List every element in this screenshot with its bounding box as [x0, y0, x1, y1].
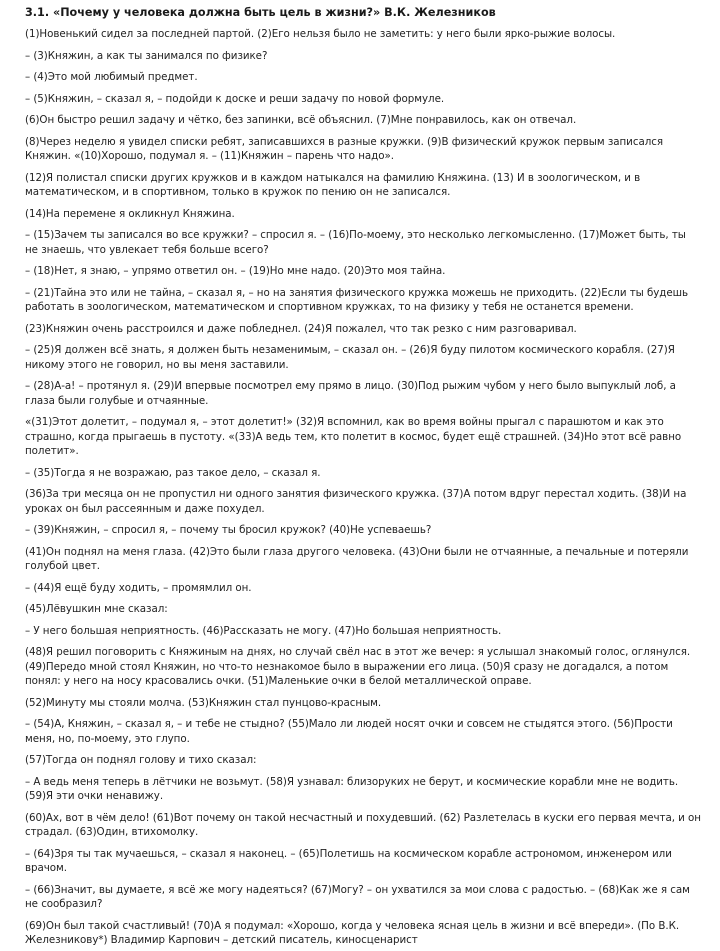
paragraph: (69)Он был такой счастливый! (70)А я подумал: «Хорошо, когда у человека ясная цель в жизни и всё впереди». (По В.К. Железникову*) Владимир Карпович – детский писатель, киносценарист	[25, 919, 680, 946]
paragraph: – (28)А-а! – протянул я. (29)И впервые посмотрел ему прямо в лицо. (30)Под рыжим чубом у него было выпуклый лоб, а глаза были голубые и отчаянные.	[25, 380, 676, 407]
paragraph: (1)Новенький сидел за последней партой. (2)Его нельзя было не заметить: у него были ярко-рыжие волосы.	[25, 28, 616, 40]
paragraph: (45)Лёвушкин мне сказал:	[25, 603, 168, 615]
paragraph: – (18)Нет, я знаю, – упрямо ответил он. – (19)Но мне надо. (20)Это моя тайна.	[25, 265, 446, 277]
paragraph: (23)Княжин очень расстроился и даже побледнел. (24)Я пожалел, что так резко с ним разговаривал.	[25, 322, 577, 335]
paragraph: – (3)Княжин, а как ты занимался по физике?	[25, 49, 268, 62]
document-body	[25, 27, 702, 948]
paragraph: (41)Он поднял на меня глаза. (42)Это были глаза другого человека. (43)Они были не отчаянные, а печальные и потеряли голубой цвет.	[25, 545, 689, 572]
paragraph: (48)Я решил поговорить с Княжиным на днях, но случай свёл нас в этот же вечер: я услышал знакомый голос, оглянулся. (49)Передо мной стоял Княжин, но что-то незнакомое было в выражении его лица. (50)Я сразу не догадался, а потом понял: у него на носу красовались очки. (51)Маленькие очки в белой металлической оправе.	[25, 646, 691, 687]
paragraph: – (35)Тогда я не возражаю, раз такое дело, – сказал я.	[25, 466, 321, 479]
paragraph: (12)Я полистал списки других кружков и в каждом натыкался на фамилию Княжина. (13) И в зоологическом, и в математическом, и в спортивном, только в кружок по пению он не записался.	[25, 171, 641, 198]
paragraph: – (5)Княжин, – сказал я, – подойди к доске и реши задачу по новой формуле.	[25, 92, 445, 105]
paragraph: – (15)Зачем ты записался во все кружки? – спросил я. – (16)По-моему, это несколько легкомысленно. (17)Может быть, ты не знаешь, что увлекает тебя больше всего?	[25, 229, 686, 256]
paragraph: (60)Ах, вот в чём дело! (61)Вот почему он такой несчастный и похудевший. (62) Разлетелась в куски его первая мечта, и он страдал. (63)Один, втихомолку.	[25, 811, 701, 838]
paragraph: – (66)Значит, вы думаете, я всё же могу надеяться? (67)Могу? – он ухватился за мои слова с радостью. – (68)Как же я сам не сообразил?	[25, 883, 690, 910]
paragraph: (14)На перемене я окликнул Княжина.	[25, 207, 235, 220]
paragraph: – А ведь меня теперь в лётчики не возьмут. (58)Я узнавал: близоруких не берут, и космические корабли мне не водить. (59)Я эти очки ненавижу.	[25, 775, 679, 802]
paragraph: (36)За три месяца он не пропустил ни одного занятия физического кружка. (37)А потом вдруг перестал ходить. (38)И на уроках он был рассеянным и даже похудел.	[25, 488, 687, 515]
document-title: 3.1. «Почему у человека должна быть цель в жизни?» В.К. Железников	[25, 6, 496, 19]
paragraph: (6)Он быстро решил задачу и чётко, без запинки, всё объяснил. (7)Мне понравилось, как он отвечал.	[25, 114, 577, 126]
paragraph: (8)Через неделю я увидел списки ребят, записавшихся в разные кружки. (9)В физический кружок первым записался Княжин. «(10)Хорошо, подумал я. – (11)Княжин – парень что надо».	[25, 135, 663, 162]
paragraph: – (44)Я ещё буду ходить, – промямлил он.	[25, 581, 252, 594]
paragraph: – (21)Тайна это или не тайна, – сказал я, – но на занятия физического кружка можешь не приходить. (22)Если ты будешь работать в зоологическом, математическом и спортивном кружках, то на физику у тебя не останется времени.	[25, 286, 689, 313]
paragraph: (57)Тогда он поднял голову и тихо сказал:	[25, 754, 257, 766]
paragraph: – У него большая неприятность. (46)Рассказать не могу. (47)Но большая неприятность.	[25, 624, 502, 637]
paragraph: – (4)Это мой любимый предмет.	[25, 71, 198, 83]
paragraph: «(31)Этот долетит, – подумал я, – этот долетит!» (32)Я вспомнил, как во время войны прыгал с парашютом и как это страшно, когда прыгаешь в пустоту. «(33)А ведь тем, кто полетит в космос, будет ещё страшней. (34)Но этот всё равно полетит».	[25, 416, 682, 457]
paragraph: – (25)Я должен всё знать, я должен быть незаменимым, – сказал он. – (26)Я буду пилотом космического корабля. (27)Я никому этого не говорил, но вы меня заставили.	[25, 344, 675, 371]
paragraph: (52)Минуту мы стояли молча. (53)Княжин стал пунцово-красным.	[25, 696, 382, 709]
paragraph: – (64)Зря ты так мучаешься, – сказал я наконец. – (65)Полетишь на космическом корабле астрономом, инженером или врачом.	[25, 847, 672, 874]
paragraph: – (54)А, Княжин, – сказал я, – и тебе не стыдно? (55)Мало ли людей носят очки и совсем не стыдятся этого. (56)Прости меня, но, по-моему, это глупо.	[25, 718, 673, 745]
paragraph: – (39)Княжин, – спросил я, – почему ты бросил кружок? (40)Не успеваешь?	[25, 524, 432, 536]
